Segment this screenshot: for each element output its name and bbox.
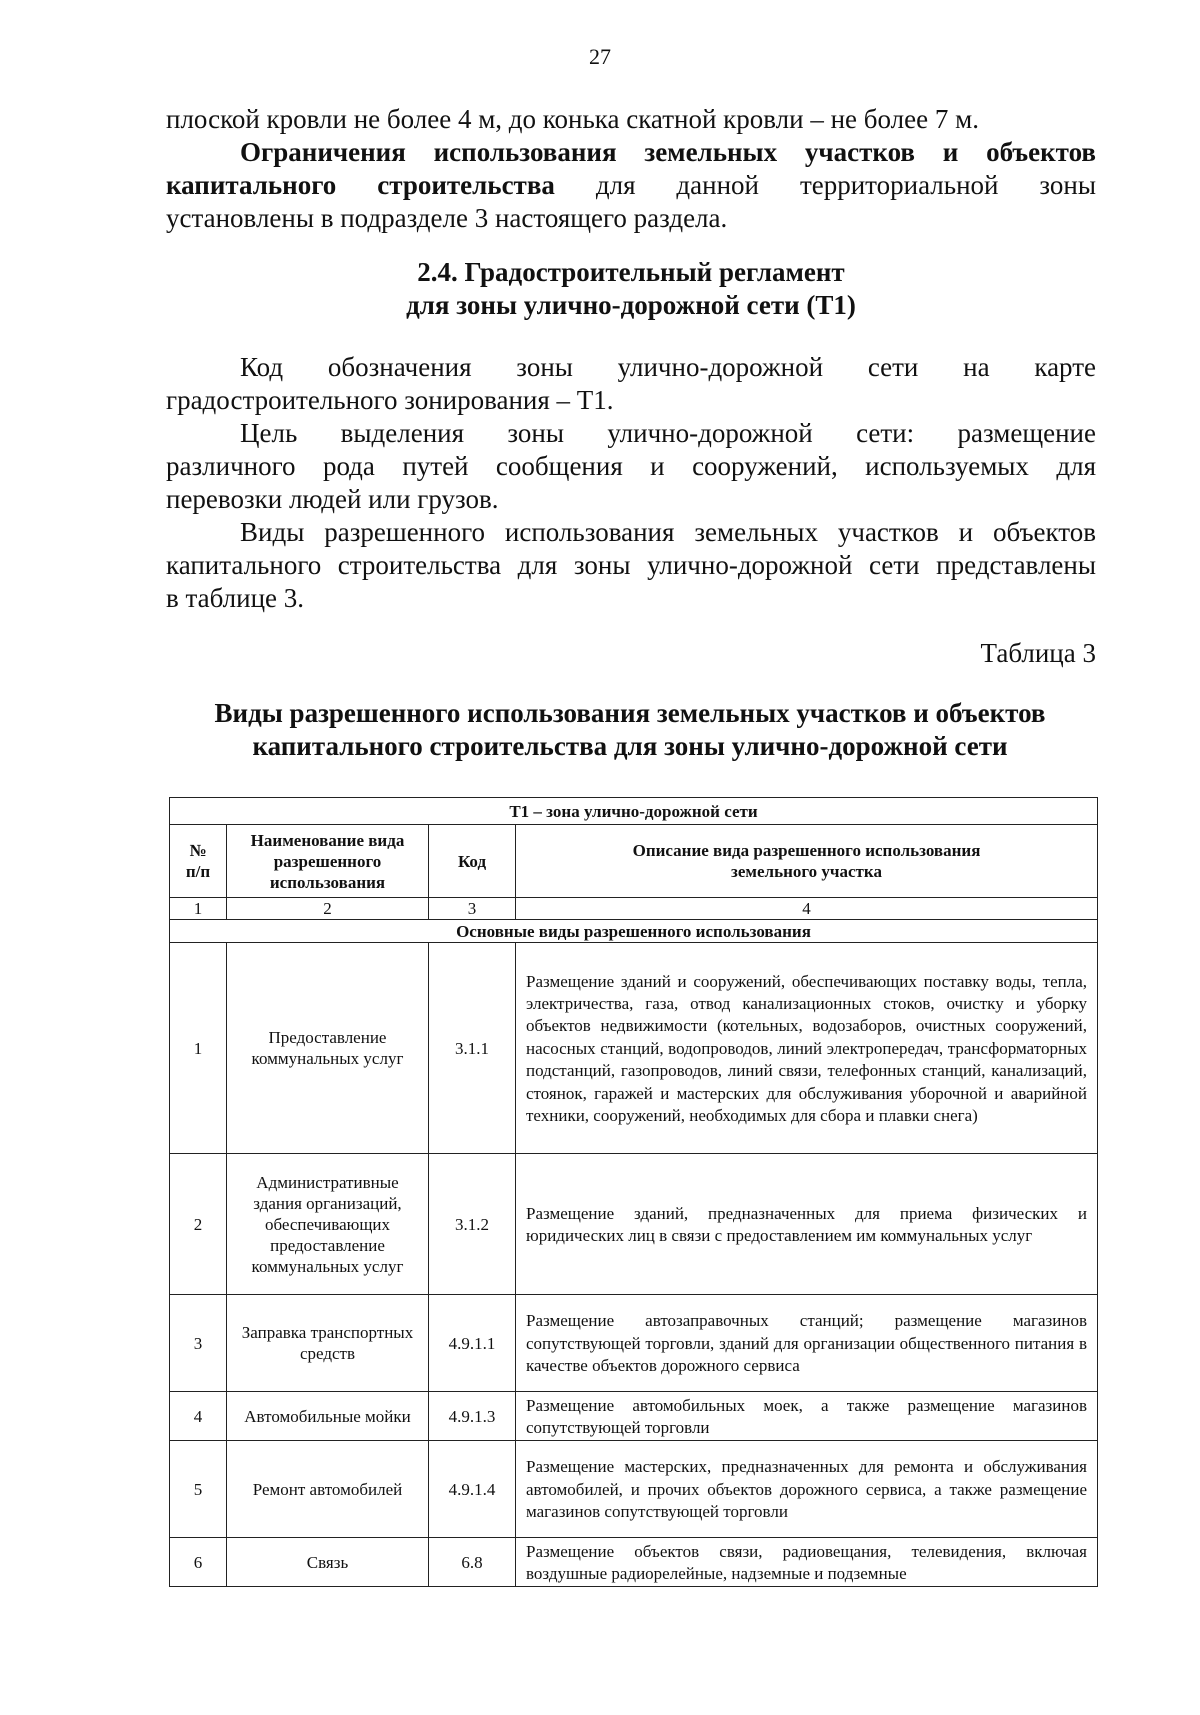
zone-header-row xyxy=(170,798,1098,825)
row-desc: Размещение зданий, предназначенных для приема физических и юридических лиц в связи с предоставлением им коммунальных услуг xyxy=(516,1154,1098,1295)
section-row xyxy=(170,920,1098,943)
row-code: 3.1.2 xyxy=(429,1154,516,1295)
row-num: 3 xyxy=(170,1295,227,1392)
row-desc: Размещение мастерских, предназначенных для ремонта и обслуживания автомобилей, и прочих объектов дорожного сервиса, а также размещение магазинов сопутствующей торговли xyxy=(516,1441,1098,1538)
row-name: Автомобильные мойки xyxy=(227,1392,429,1441)
zone-header: Т1 – зона улично-дорожной сети xyxy=(170,798,1098,825)
table-row xyxy=(170,1295,1098,1392)
row-num: 5 xyxy=(170,1441,227,1538)
section-title: Основные виды разрешенного использования xyxy=(170,920,1098,943)
restrictions-tail-2: для данной территориальной зоны xyxy=(595,170,1097,200)
types-paragraph-line-3: в таблице 3. xyxy=(166,583,305,613)
table-row xyxy=(170,1154,1098,1295)
column-header-row xyxy=(170,825,1098,898)
col-number-1: 1 xyxy=(170,898,227,920)
row-name: Связь xyxy=(227,1538,429,1587)
col-number-2: 2 xyxy=(227,898,429,920)
goal-paragraph-line-1: Цель выделения зоны улично-дорожной сети: размещение xyxy=(240,418,1096,448)
row-num: 6 xyxy=(170,1538,227,1587)
row-name: Административные здания организаций, обеспечивающих предоставление коммунальных услуг xyxy=(227,1154,429,1295)
col-code-header: Код xyxy=(429,825,516,898)
row-num: 2 xyxy=(170,1154,227,1295)
section-heading-2: для зоны улично-дорожной сети (Т1) xyxy=(406,290,856,320)
code-paragraph-line-1: Код обозначения зоны улично-дорожной сети на карте xyxy=(240,352,1096,382)
row-desc: Размещение автозаправочных станций; размещение магазинов сопутствующей торговли, зданий для организации общественного питания в качестве объектов дорожного сервиса xyxy=(516,1295,1098,1392)
table-row xyxy=(170,1392,1098,1441)
col-number-4: 4 xyxy=(516,898,1098,920)
types-paragraph-line-2: капитального строительства для зоны улично-дорожной сети представлены xyxy=(166,550,1096,580)
table-row xyxy=(170,943,1098,1154)
code-paragraph-line-2: градостроительного зонирования – Т1. xyxy=(166,385,614,415)
table-title-1: Виды разрешенного использования земельных участков и объектов xyxy=(214,698,1046,728)
row-name: Заправка транспортных средств xyxy=(227,1295,429,1392)
column-number-row xyxy=(170,898,1098,920)
restrictions-line-3: установлены в подразделе 3 настоящего раздела. xyxy=(166,203,728,233)
page-number: 27 xyxy=(589,44,611,69)
row-num: 4 xyxy=(170,1392,227,1441)
row-name: Предоставление коммунальных услуг xyxy=(227,943,429,1154)
goal-paragraph-line-2: различного рода путей сообщения и сооружений, используемых для xyxy=(166,451,1096,481)
table-label: Таблица 3 xyxy=(980,638,1096,668)
table-title-2: капитального строительства для зоны улично-дорожной сети xyxy=(252,731,1008,761)
col-num-header: № п/п xyxy=(170,825,227,898)
row-code: 4.9.1.4 xyxy=(429,1441,516,1538)
row-desc: Размещение зданий и сооружений, обеспечивающих поставку воды, тепла, электричества, газа, отвод канализационных стоков, очистку и уборку объектов недвижимости (котельных, водозаборов, очистных сооружений, насосных станций, водопроводов, линий электропередач, трансформаторных подстанций, газопроводов, линий связи, телефонных станций, канализаций, стоянок, гаражей и мастерских для обслуживания уборочной и аварийной техники, сооружений, необходимых для сбора и плавки снега) xyxy=(516,943,1098,1154)
table-row xyxy=(170,1538,1098,1587)
intro-line-1: плоской кровли не более 4 м, до конька скатной кровли – не более 7 м. xyxy=(166,104,979,134)
regulation-table xyxy=(169,797,1098,1587)
row-desc: Размещение объектов связи, радиовещания, телевидения, включая воздушные радиорелейные, надземные и подземные xyxy=(516,1538,1098,1587)
col-name-header: Наименование вида разрешенного использования xyxy=(227,825,429,898)
row-name: Ремонт автомобилей xyxy=(227,1441,429,1538)
row-code: 6.8 xyxy=(429,1538,516,1587)
row-num: 1 xyxy=(170,943,227,1154)
col-desc-header: Описание вида разрешенного использования земельного участка xyxy=(516,825,1098,898)
col-number-3: 3 xyxy=(429,898,516,920)
row-code: 4.9.1.1 xyxy=(429,1295,516,1392)
section-heading-1: 2.4. Градостроительный регламент xyxy=(417,257,845,287)
table-row xyxy=(170,1441,1098,1538)
restrictions-line-1: Ограничения использования земельных участков и объектов xyxy=(240,137,1096,167)
goal-paragraph-line-3: перевозки людей или грузов. xyxy=(166,484,499,514)
row-desc: Размещение автомобильных моек, а также размещение магазинов сопутствующей торговли xyxy=(516,1392,1098,1441)
types-paragraph-line-1: Виды разрешенного использования земельных участков и объектов xyxy=(240,517,1096,547)
restrictions-bold-2: капитального строительства xyxy=(166,170,555,200)
restrictions-line-2 xyxy=(166,169,1096,202)
row-code: 4.9.1.3 xyxy=(429,1392,516,1441)
row-code: 3.1.1 xyxy=(429,943,516,1154)
